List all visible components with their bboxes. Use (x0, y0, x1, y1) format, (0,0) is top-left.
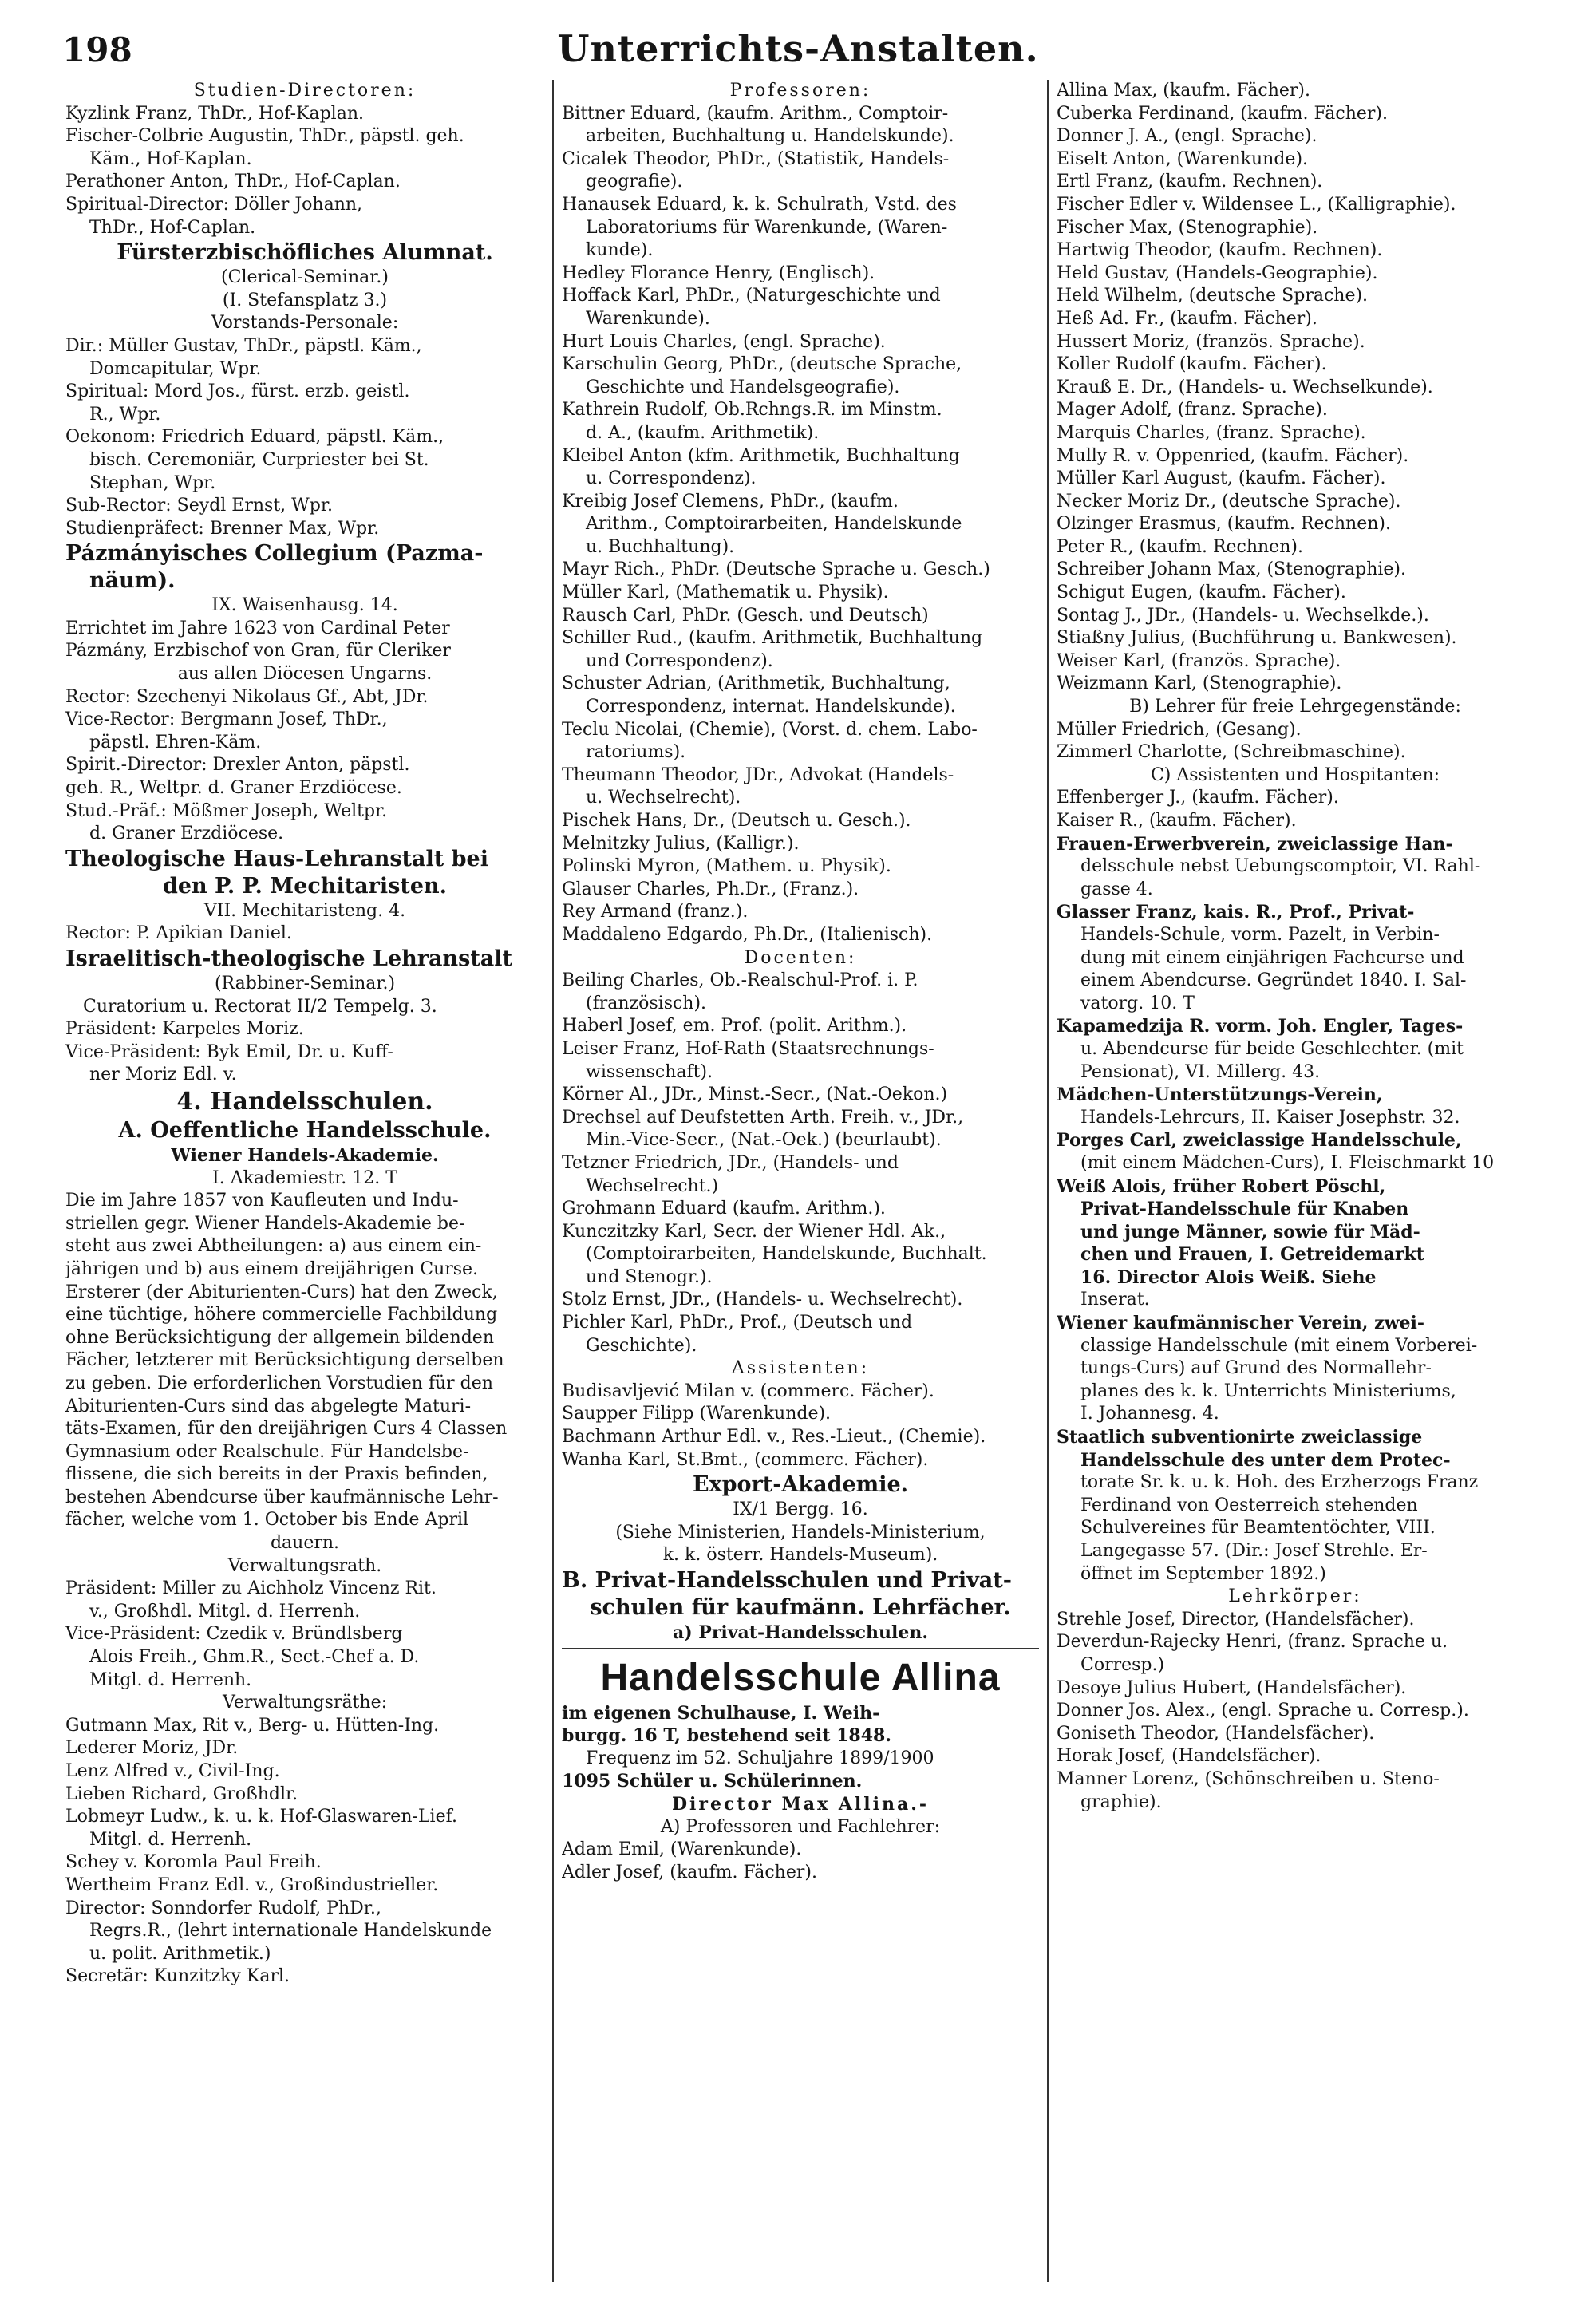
text-line: Rector: P. Apikian Daniel. (65, 923, 292, 944)
text-line: 1095 Schüler u. Schülerinnen. (562, 1771, 863, 1792)
text-line: Körner Al., JDr., Minst.-Secr., (Nat.-Oekon.) (562, 1084, 948, 1105)
text-line: Wertheim Franz Edl. v., Großindustrieller. (65, 1874, 439, 1895)
text-line: Rausch Carl, PhDr. (Gesch. und Deutsch) (562, 605, 929, 626)
text-line: dauern. (270, 1533, 340, 1554)
text-line: Director: Sonndorfer Rudolf, PhDr., (65, 1898, 381, 1918)
text-line: Teclu Nicolai, (Chemie), (Vorst. d. chem. Labo- (562, 719, 978, 740)
text-line: Spiritual: Mord Jos., fürst. erzb. geistl. (65, 381, 410, 402)
text-line: Präsident: Karpeles Moriz. (65, 1019, 304, 1040)
text-line: Wiener kaufmännischer Verein, zwei- (1057, 1313, 1425, 1334)
text-line: Inserat. (1080, 1290, 1150, 1310)
text-line: Beiling Charles, Ob.-Realschul-Prof. i. P. (562, 970, 918, 991)
text-line: Stephan, Wpr. (89, 472, 216, 493)
text-line: aus allen Diöcesen Ungarns. (177, 664, 433, 685)
text-line: zu geben. Die erforderlichen Vorstudien für den (65, 1373, 493, 1393)
text-line: delsschule nebst Uebungscomptoir, VI. Rahl- (1080, 856, 1481, 877)
text-line: (Comptoirarbeiten, Handelskunde, Buchhalt. (586, 1244, 987, 1265)
text-line: gasse 4. (1080, 879, 1153, 899)
text-line: Held Wilhelm, (deutsche Sprache). (1057, 286, 1369, 306)
text-line: Fächer, letzterer mit Berücksichtigung derselben (65, 1350, 504, 1371)
text-line: geh. R., Weltpr. d. Graner Erzdiöcese. (65, 778, 402, 799)
text-line: Handels-Lehrcurs, II. Kaiser Josephstr. 32. (1080, 1107, 1460, 1128)
text-line: Horak Josef, (Handelsfächer). (1057, 1746, 1321, 1767)
text-line: eine tüchtige, höhere commercielle Fachbildung (65, 1305, 498, 1325)
text-line: Mitgl. d. Herrenh. (89, 1829, 252, 1850)
text-line: Drechsel auf Deufstetten Arth. Freih. v., JDr., (562, 1107, 964, 1128)
text-line: und Correspondenz). (586, 650, 773, 671)
text-line: Bachmann Arthur Edl. v., Res.-Lieut., (Chemie). (562, 1427, 986, 1448)
advertisement-title: Handelsschule Allina (600, 1656, 1001, 1699)
text-line: d. A., (kaufm. Arithmetik). (586, 422, 820, 443)
text-line: Kaiser R., (kaufm. Fächer). (1057, 811, 1297, 831)
text-line: Verwaltungsräthe: (222, 1693, 387, 1713)
text-line: Gymnasium oder Realschule. Für Handelsbe- (65, 1441, 469, 1462)
text-line: Director Max Allina.- (671, 1793, 930, 1815)
text-line: Hoffack Karl, PhDr., (Naturgeschichte und (562, 286, 941, 306)
text-line: Fürsterzbischöfliches Alumnat. (117, 240, 493, 266)
text-line: Kreibig Josef Clemens, PhDr., (kaufm. (562, 491, 899, 512)
text-line: wissenschaft). (586, 1061, 713, 1082)
text-line: arbeiten, Buchhaltung u. Handelskunde). (586, 126, 954, 147)
page-number: 198 (62, 30, 132, 69)
text-line: Strehle Josef, Director, (Handelsfächer). (1057, 1609, 1415, 1630)
text-line: (Rabbiner-Seminar.) (214, 974, 396, 994)
text-line: Wechselrecht.) (586, 1175, 719, 1196)
text-line: Spiritual-Director: Döller Johann, (65, 194, 363, 215)
text-line: Perathoner Anton, ThDr., Hof-Caplan. (65, 172, 401, 192)
column-left (57, 80, 552, 2282)
text-line: A. Oeffentliche Handelsschule. (118, 1117, 492, 1143)
text-line: Donner J. A., (engl. Sprache). (1057, 126, 1317, 147)
text-line: B. Privat-Handelsschulen und Privat- (562, 1568, 1012, 1593)
text-line: Arithm., Comptoirarbeiten, Handelskunde (586, 514, 962, 535)
text-line: Corresp.) (1080, 1654, 1165, 1675)
text-line: Vorstands-Personale: (211, 313, 399, 334)
text-line: bestehen Abendcurse über kaufmännische Lehr- (65, 1487, 499, 1507)
text-line: fächer, welche vom 1. October bis Ende April (65, 1510, 469, 1531)
text-line: Schey v. Koromla Paul Freih. (65, 1852, 322, 1873)
text-columns (57, 80, 1542, 2282)
text-line: im eigenen Schulhause, I. Weih- (562, 1702, 880, 1724)
text-line: Lederer Moriz, JDr. (65, 1738, 239, 1759)
text-line: Mager Adolf, (franz. Sprache). (1057, 400, 1328, 421)
text-line: jährigen und b) aus einem dreijährigen Curse. (65, 1258, 479, 1279)
text-line: Melnitzky Julius, (Kalligr.). (562, 833, 800, 854)
text-line: graphie). (1080, 1791, 1162, 1812)
text-line: bisch. Ceremoniär, Curpriester bei St. (89, 449, 429, 470)
text-line: Lieben Richard, Großhdlr. (65, 1784, 298, 1804)
text-line: Abiturienten-Curs sind das abgelegte Maturi- (65, 1396, 472, 1416)
text-line: Desoye Julius Hubert, (Handelsfächer). (1057, 1677, 1407, 1698)
text-line: Assistenten: (731, 1358, 870, 1379)
text-line: planes des k. k. Unterrichts Ministeriums, (1080, 1381, 1456, 1401)
text-line: Theumann Theodor, JDr., Advokat (Handels- (562, 764, 954, 785)
text-line: Schiller Rud., (kaufm. Arithmetik, Buchhaltung (562, 628, 983, 649)
text-line: Pichler Karl, PhDr., Prof., (Deutsch und (562, 1313, 913, 1333)
text-line: Geschichte und Handelsgeografie). (586, 377, 900, 397)
text-line: Staatlich subventionirte zweiclassige (1057, 1427, 1423, 1448)
text-line: Hartwig Theodor, (kaufm. Rechnen). (1057, 240, 1383, 261)
text-line: Necker Moriz Dr., (deutsche Sprache). (1057, 491, 1401, 512)
text-line: Frauen-Erwerbverein, zweiclassige Han- (1057, 833, 1453, 855)
text-line: Stud.-Präf.: Mößmer Joseph, Weltpr. (65, 800, 388, 821)
text-line: Pischek Hans, Dr., (Deutsch u. Gesch.). (562, 811, 911, 831)
text-line: und Stenogr.). (586, 1266, 713, 1287)
text-line: Stolz Ernst, JDr., (Handels- u. Wechselrecht). (562, 1290, 963, 1310)
text-line: (Clerical-Seminar.) (221, 267, 389, 288)
text-line: R., Wpr. (89, 404, 161, 425)
text-line: k. k. österr. Handels-Museum). (662, 1545, 938, 1566)
text-line: Rey Armand (franz.). (562, 902, 749, 922)
text-line: Secretär: Kunzitzky Karl. (65, 1966, 290, 1987)
text-line: tungs-Curs) auf Grund des Normallehr- (1080, 1358, 1432, 1379)
text-line: Zimmerl Charlotte, (Schreibmaschine). (1057, 742, 1406, 763)
text-line: Glauser Charles, Ph.Dr., (Franz.). (562, 879, 859, 899)
page-header (0, 22, 1596, 86)
text-line: Israelitisch-theologische Lehranstalt (65, 946, 513, 971)
text-line: Bittner Eduard, (kaufm. Arithm., Comptoir- (562, 103, 949, 124)
text-line: öffnet im September 1892.) (1080, 1563, 1326, 1584)
text-line: u. Buchhaltung). (586, 536, 735, 557)
text-line: näum). (89, 568, 176, 594)
text-line: Langegasse 57. (Dir.: Josef Strehle. Er- (1080, 1541, 1428, 1561)
text-line: Spirit.-Director: Drexler Anton, päpstl. (65, 755, 410, 776)
text-line: ohne Berücksichtigung der allgemein bildenden (65, 1327, 494, 1348)
text-line: Goniseth Theodor, (Handelsfächer). (1057, 1723, 1375, 1744)
text-line: täts-Examen, für den dreijährigen Curs 4 Classen (65, 1419, 508, 1440)
text-line: Cuberka Ferdinand, (kaufm. Fächer). (1057, 103, 1388, 124)
text-line: Deverdun-Rajecky Henri, (franz. Sprache u. (1057, 1632, 1448, 1653)
text-line: ner Moriz Edl. v. (89, 1065, 237, 1085)
text-line: Stiaßny Julius, (Buchführung u. Bankwesen). (1057, 628, 1457, 649)
text-line: Kathrein Rudolf, Ob.Rchngs.R. im Minstm. (562, 400, 942, 421)
text-line: u. Wechselrecht). (586, 788, 741, 808)
text-line: Geschichte). (586, 1335, 697, 1356)
text-line: Correspondenz, internat. Handelskunde). (586, 697, 956, 717)
text-line: Vice-Präsident: Byk Emil, Dr. u. Kuff- (65, 1041, 393, 1062)
column-middle (552, 80, 1047, 2282)
advertisement-allina (562, 1648, 1039, 1885)
text-line: Die im Jahre 1857 von Kaufleuten und Indu- (65, 1191, 459, 1211)
text-line: Schigut Eugen, (kaufm. Fächer). (1057, 583, 1346, 603)
text-line: geografie). (586, 172, 683, 192)
text-line: Lehrkörper: (1228, 1586, 1362, 1607)
text-line: Fischer-Colbrie Augustin, ThDr., päpstl. geh. (65, 126, 464, 147)
text-line: Kunczitzky Karl, Secr. der Wiener Hdl. Ak., (562, 1221, 946, 1242)
text-line: Sontag J., JDr., (Handels- u. Wechselkde.). (1057, 605, 1429, 626)
text-line: (Siehe Ministerien, Handels-Ministerium, (615, 1522, 986, 1543)
text-line: Marquis Charles, (franz. Sprache). (1057, 422, 1366, 443)
text-line: B) Lehrer für freie Lehrgegenstände: (1129, 697, 1461, 717)
text-line: schulen für kaufmänn. Lehrfächer. (590, 1595, 1011, 1620)
text-line: Kyzlink Franz, ThDr., Hof-Kaplan. (65, 103, 364, 124)
text-line: d. Graner Erzdiöcese. (89, 824, 284, 844)
text-line: Laboratoriums für Warenkunde, (Waren- (586, 217, 948, 238)
text-line: Export-Akademie. (692, 1472, 909, 1498)
text-line: Errichtet im Jahre 1623 von Cardinal Peter (65, 618, 450, 638)
text-line: Haberl Josef, em. Prof. (polit. Arithm.). (562, 1016, 907, 1037)
text-line: Frequenz im 52. Schuljahre 1899/1900 (586, 1748, 934, 1768)
text-line: (französisch). (586, 993, 707, 1013)
text-line: Hussert Moriz, (französ. Sprache). (1057, 331, 1365, 352)
text-line: und junge Männer, sowie für Mäd- (1080, 1221, 1420, 1242)
text-line: Adler Josef, (kaufm. Fächer). (562, 1862, 817, 1882)
text-line: Eiselt Anton, (Warenkunde). (1057, 148, 1309, 169)
text-line: Olzinger Erasmus, (kaufm. Rechnen). (1057, 514, 1391, 535)
column-right (1047, 80, 1542, 2282)
text-line: Karschulin Georg, PhDr., (deutsche Sprache, (562, 354, 962, 375)
text-line: Sub-Rector: Seydl Ernst, Wpr. (65, 496, 333, 516)
text-line: Peter R., (kaufm. Rechnen). (1057, 536, 1303, 557)
text-line: Donner Jos. Alex., (engl. Sprache u. Corresp.). (1057, 1701, 1469, 1721)
text-line: C) Assistenten und Hospitanten: (1150, 764, 1440, 785)
text-line: Effenberger J., (kaufm. Fächer). (1057, 788, 1339, 808)
text-line: IX/1 Bergg. 16. (733, 1499, 868, 1520)
text-line: flissene, die sich bereits in der Praxis befinden, (65, 1464, 488, 1485)
text-line: Budisavljević Milan v. (commerc. Fächer). (562, 1381, 934, 1401)
text-line: u. polit. Arithmetik.) (89, 1943, 271, 1964)
text-line: Oekonom: Friedrich Eduard, päpstl. Käm., (65, 427, 444, 448)
text-line: Adam Emil, (Warenkunde). (562, 1839, 802, 1860)
text-line: striellen gegr. Wiener Handels-Akademie be- (65, 1213, 465, 1234)
text-line: Krauß E. Dr., (Handels- u. Wechselkunde). (1057, 377, 1433, 397)
text-line: Held Gustav, (Handels-Geographie). (1057, 263, 1378, 283)
text-line: Kleibel Anton (kfm. Arithmetik, Buchhaltung (562, 445, 960, 466)
text-line: Mully R. v. Oppenried, (kaufm. Fächer). (1057, 445, 1409, 466)
text-line: steht aus zwei Abtheilungen: a) aus einem ein- (65, 1236, 482, 1257)
text-line: u. Correspondenz). (586, 468, 757, 489)
text-line: Koller Rudolf (kaufm. Fächer). (1057, 354, 1327, 375)
text-line: ThDr., Hof-Caplan. (89, 217, 256, 238)
text-line: Schuster Adrian, (Arithmetik, Buchhaltung, (562, 674, 950, 694)
text-line: Manner Lorenz, (Schönschreiben u. Steno- (1057, 1768, 1440, 1789)
text-line: Cicalek Theodor, PhDr., (Statistik, Handels- (562, 148, 950, 169)
text-line: Hanausek Eduard, k. k. Schulrath, Vstd. des (562, 194, 957, 215)
text-line: I. Akademiestr. 12. T (212, 1167, 397, 1188)
text-line: Verwaltungsrath. (227, 1555, 382, 1576)
text-line: Allina Max, (kaufm. Fächer). (1057, 81, 1310, 101)
text-line: Weiser Karl, (französ. Sprache). (1057, 650, 1341, 671)
text-line: IX. Waisenhausg. 14. (211, 595, 398, 616)
text-line: torate Sr. k. u. k. Hoh. des Erzherzogs Franz (1080, 1472, 1479, 1493)
text-line: Pázmányisches Collegium (Pazma- (65, 541, 484, 567)
text-line: Mitgl. d. Herrenh. (89, 1669, 252, 1690)
text-line: Müller Karl, (Mathematik u. Physik). (562, 583, 889, 603)
text-line: Wanha Karl, St.Bmt., (commerc. Fächer). (562, 1449, 929, 1470)
text-line: Lobmeyr Ludw., k. u. k. Hof-Glaswaren-Lief. (65, 1807, 457, 1827)
text-line: u. Abendcurse für beide Geschlechter. (mit (1080, 1038, 1464, 1059)
text-line: Min.-Vice-Secr., (Nat.-Oek.) (beurlaubt). (586, 1130, 942, 1151)
text-line: Präsident: Miller zu Aichholz Vincenz Rit. (65, 1578, 437, 1599)
text-line: burgg. 16 T, bestehend seit 1848. (562, 1725, 892, 1747)
text-line: 16. Director Alois Weiß. Siehe (1080, 1266, 1377, 1288)
text-line: Müller Friedrich, (Gesang). (1057, 719, 1302, 740)
text-line: Ertl Franz, (kaufm. Rechnen). (1057, 172, 1323, 192)
text-line: vatorg. 10. T (1080, 993, 1195, 1013)
text-line: Alois Freih., Ghm.R., Sect.-Chef a. D. (89, 1647, 420, 1668)
text-line: Ersterer (der Abiturienten-Curs) hat den Zweck, (65, 1282, 498, 1302)
text-line: den P. P. Mechitaristen. (162, 873, 448, 899)
text-line: Schulvereines für Beamtentöchter, VIII. (1080, 1518, 1436, 1539)
text-line: einem Abendcurse. Gegründet 1840. I. Sal- (1080, 970, 1467, 991)
text-line: Studienpräfect: Brenner Max, Wpr. (65, 518, 380, 539)
text-line: a) Privat-Handelsschulen. (672, 1622, 929, 1643)
text-line: Professoren: (729, 81, 871, 101)
text-line: (I. Stefansplatz 3.) (222, 290, 388, 310)
text-line: Ferdinand von Oesterreich stehenden (1080, 1495, 1418, 1515)
text-line: Lenz Alfred v., Civil-Ing. (65, 1761, 280, 1781)
text-line: päpstl. Ehren-Käm. (89, 732, 262, 753)
text-line: Tetzner Friedrich, JDr., (Handels- und (562, 1152, 899, 1173)
text-line: Maddaleno Edgardo, Ph.Dr., (Italienisch). (562, 924, 933, 945)
text-line: Schreiber Johann Max, (Stenographie). (1057, 559, 1406, 580)
text-line: Pázmány, Erzbischof von Gran, für Cleriker (65, 641, 451, 662)
text-line: Hurt Louis Charles, (engl. Sprache). (562, 331, 886, 352)
text-line: 4. Handelsschulen. (176, 1087, 433, 1116)
text-line: Pensionat), VI. Millerg. 43. (1080, 1061, 1321, 1082)
text-line: Saupper Filipp (Warenkunde). (562, 1404, 832, 1424)
text-line: Docenten: (744, 947, 857, 968)
text-line: Kapamedzija R. vorm. Joh. Engler, Tages- (1057, 1016, 1464, 1037)
text-line: Käm., Hof-Kaplan. (89, 148, 252, 169)
text-line: Weiß Alois, früher Robert Pöschl, (1057, 1175, 1386, 1197)
text-line: Curatorium u. Rectorat II/2 Tempelg. 3. (83, 996, 437, 1017)
text-line: Gutmann Max, Rit v., Berg- u. Hütten-Ing. (65, 1715, 440, 1736)
text-line: VII. Mechitaristeng. 4. (203, 900, 406, 921)
text-line: Mayr Rich., PhDr. (Deutsche Sprache u. Gesch.) (562, 559, 990, 580)
text-line: classige Handelsschule (mit einem Vorberei- (1080, 1335, 1478, 1356)
text-line: (mit einem Mädchen-Curs), I. Fleischmarkt 10 (1080, 1152, 1495, 1173)
text-line: Hedley Florance Henry, (Englisch). (562, 263, 875, 283)
text-line: Polinski Myron, (Mathem. u. Physik). (562, 856, 891, 877)
text-line: Vice-Präsident: Czedik v. Bründlsberg (65, 1624, 403, 1645)
text-line: Wiener Handels-Akademie. (171, 1144, 439, 1166)
text-line: Porges Carl, zweiclassige Handelsschule, (1057, 1130, 1462, 1152)
text-line: I. Johannesg. 4. (1080, 1404, 1219, 1424)
text-line: Fischer Max, (Stenographie). (1057, 217, 1318, 238)
text-line: Leiser Franz, Hof-Rath (Staatsrechnungs- (562, 1038, 934, 1059)
text-line: ratoriums). (586, 742, 686, 763)
text-line: Grohmann Eduard (kaufm. Arithm.). (562, 1199, 886, 1219)
text-line: Mädchen-Unterstützungs-Verein, (1057, 1084, 1383, 1106)
text-line: dung mit einem einjährigen Fachcurse und (1080, 947, 1464, 968)
text-line: Regrs.R., (lehrt internationale Handelskunde (89, 1921, 492, 1942)
text-line: Domcapitular, Wpr. (89, 358, 262, 379)
text-line: Privat-Handelsschule für Knaben (1080, 1199, 1409, 1220)
text-line: Heß Ad. Fr., (kaufm. Fächer). (1057, 308, 1317, 329)
text-line: Handelsschule des unter dem Protec- (1080, 1449, 1451, 1471)
text-line: Müller Karl August, (kaufm. Fächer). (1057, 468, 1386, 489)
text-line: Handels-Schule, vorm. Pazelt, in Verbin- (1080, 924, 1440, 945)
text-line: Glasser Franz, kais. R., Prof., Privat- (1057, 902, 1415, 923)
text-line: Warenkunde). (586, 308, 710, 329)
running-title: Unterrichts-Anstalten. (557, 27, 1039, 70)
text-line: Dir.: Müller Gustav, ThDr., päpstl. Käm., (65, 335, 422, 356)
text-line: Studien-Directoren: (193, 81, 417, 101)
text-line: Vice-Rector: Bergmann Josef, ThDr., (65, 709, 388, 730)
text-line: kunde). (586, 240, 654, 261)
text-line: A) Professoren und Fachlehrer: (660, 1816, 941, 1837)
text-line: Fischer Edler v. Wildensee L., (Kalligraphie). (1057, 194, 1456, 215)
text-line: Theologische Haus-Lehranstalt bei (65, 846, 488, 871)
text-line: Weizmann Karl, (Stenographie). (1057, 674, 1342, 694)
text-line: v., Großhdl. Mitgl. d. Herrenh. (89, 1601, 361, 1622)
text-line: chen und Frauen, I. Getreidemarkt (1080, 1244, 1424, 1266)
text-line: Rector: Szechenyi Nikolaus Gf., Abt, JDr. (65, 686, 429, 707)
